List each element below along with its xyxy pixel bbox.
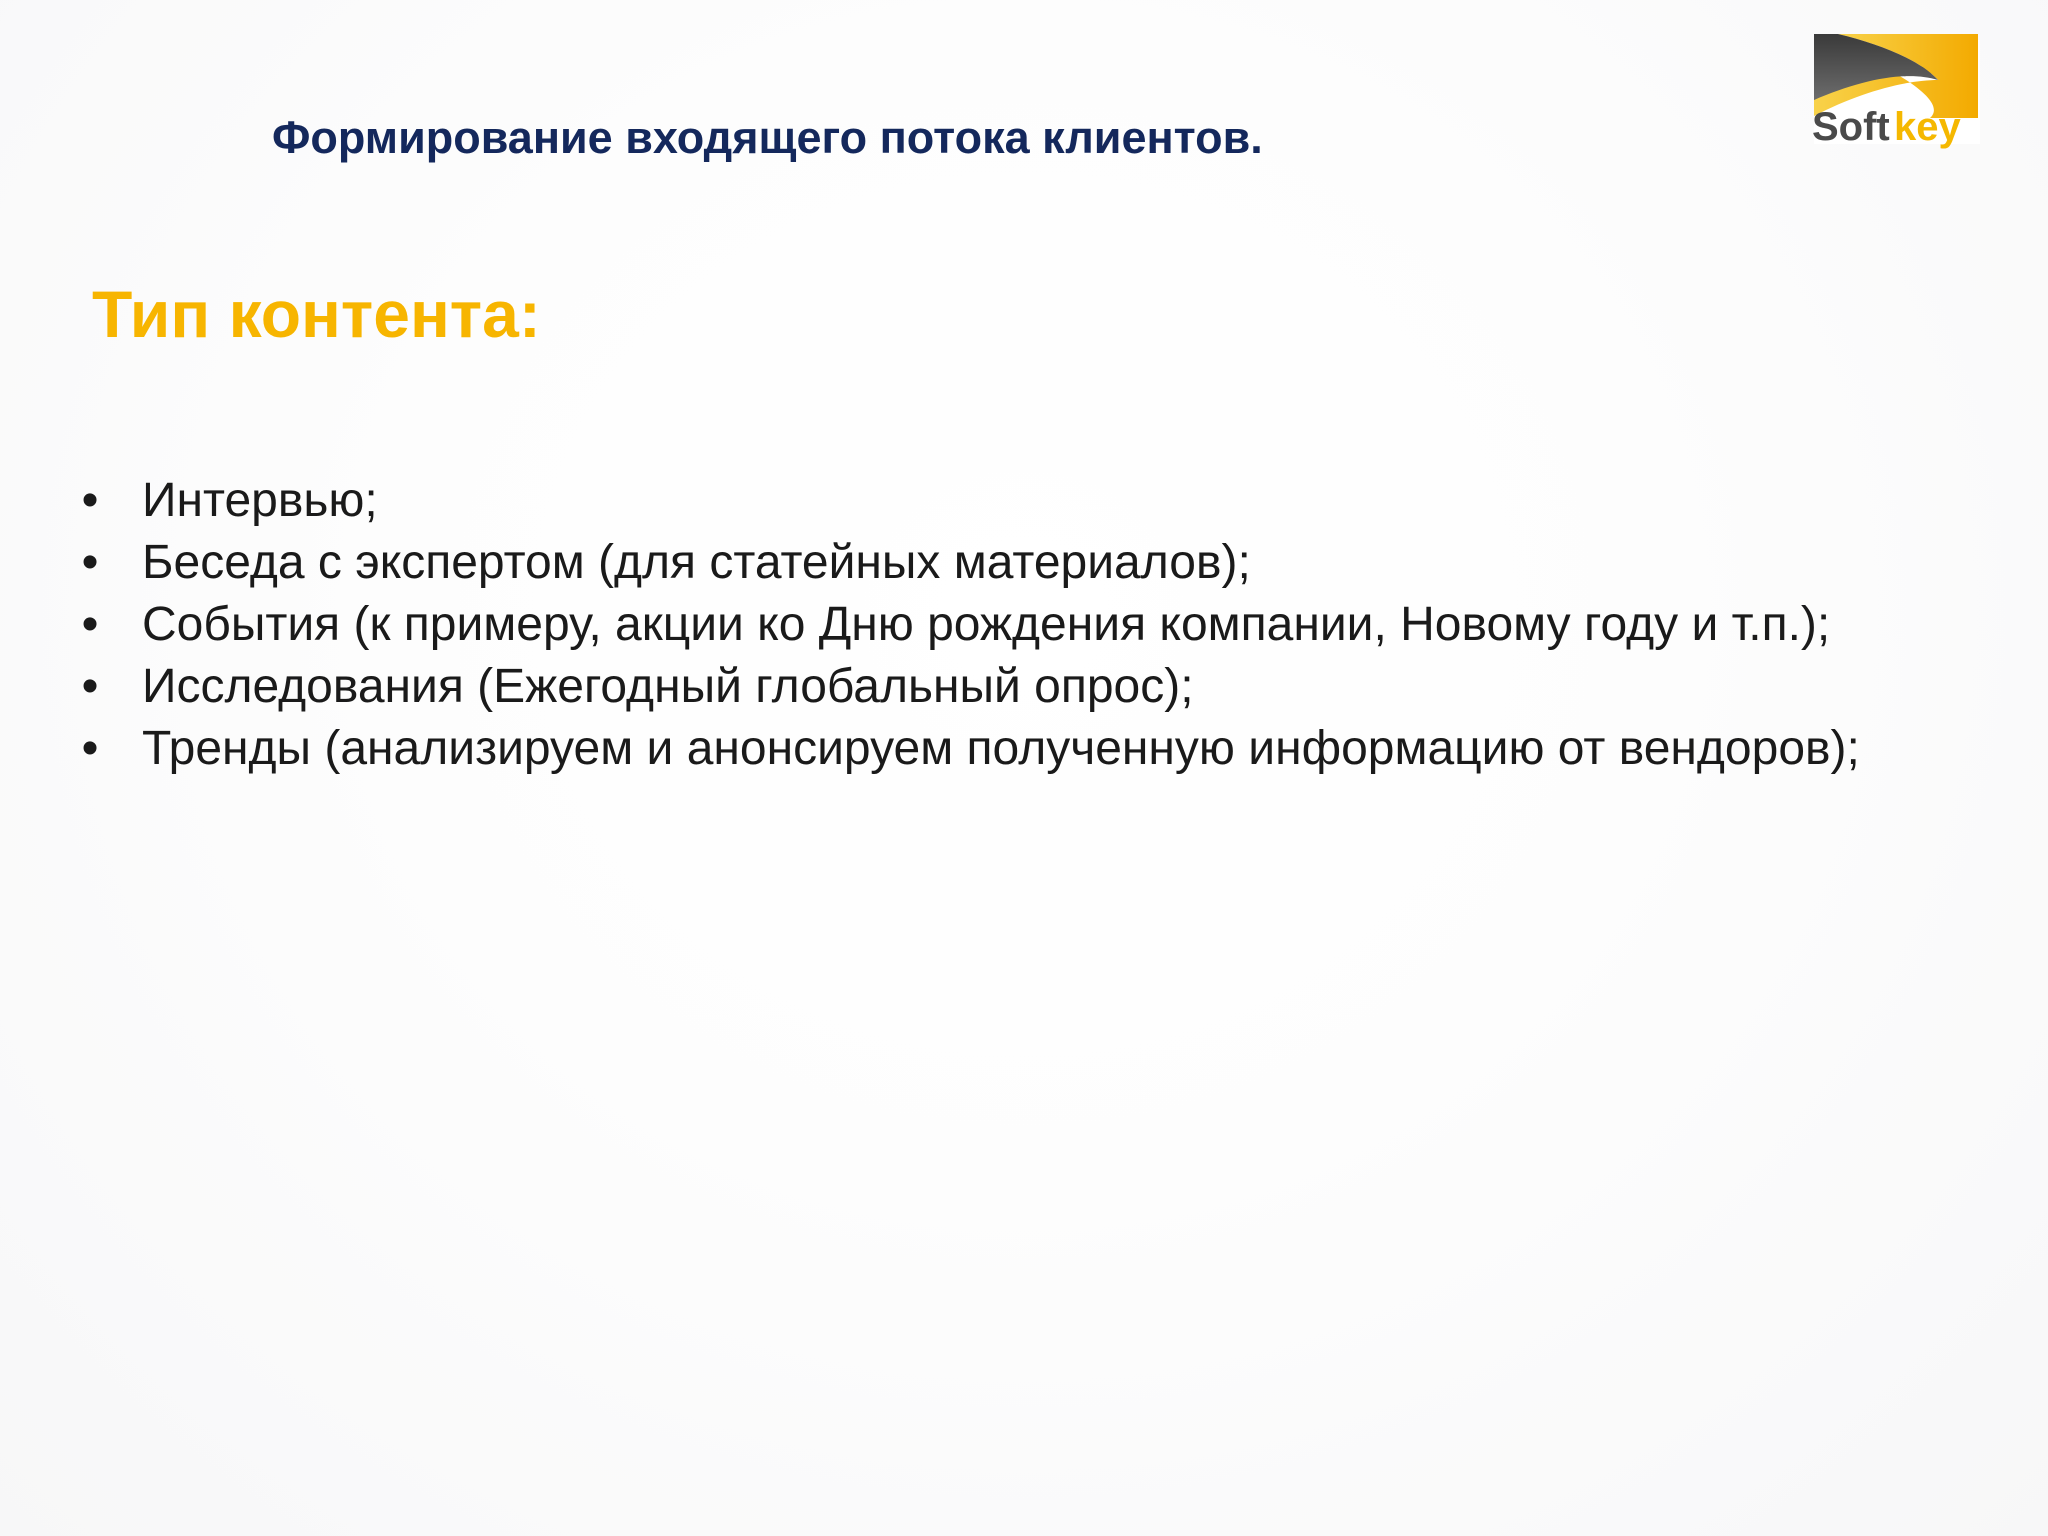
bullet-text: Исследования (Ежегодный глобальный опрос); — [142, 660, 1194, 713]
bullet-item — [75, 532, 1905, 594]
logo-text-soft: Soft — [1812, 105, 1890, 149]
bullet-item — [75, 470, 1905, 532]
logo-text-key: key — [1894, 105, 1961, 149]
bullet-dot: • — [81, 722, 99, 775]
bullet-dot: • — [81, 598, 99, 651]
bullet-dot: • — [81, 536, 99, 589]
bullet-item — [75, 656, 1905, 718]
bullet-text: Беседа с экспертом (для статейных материалов); — [142, 536, 1251, 589]
bullet-text: Тренды (анализируем и анонсируем полученную информацию от вендоров); — [142, 722, 1860, 775]
bullet-dot: • — [81, 660, 99, 713]
bullet-list — [75, 470, 1905, 780]
bullet-item — [75, 594, 1905, 656]
bullet-dot: • — [81, 474, 99, 527]
slide-header: Формирование входящего потока клиентов. — [272, 112, 1263, 163]
bullet-item — [75, 718, 1905, 780]
softkey-logo — [1810, 30, 1982, 154]
bullet-text: Интервью; — [142, 474, 378, 527]
bullet-text: События (к примеру, акции ко Дню рождения компании, Новому году и т.п.); — [142, 598, 1831, 651]
section-title: Тип контента: — [92, 277, 541, 351]
